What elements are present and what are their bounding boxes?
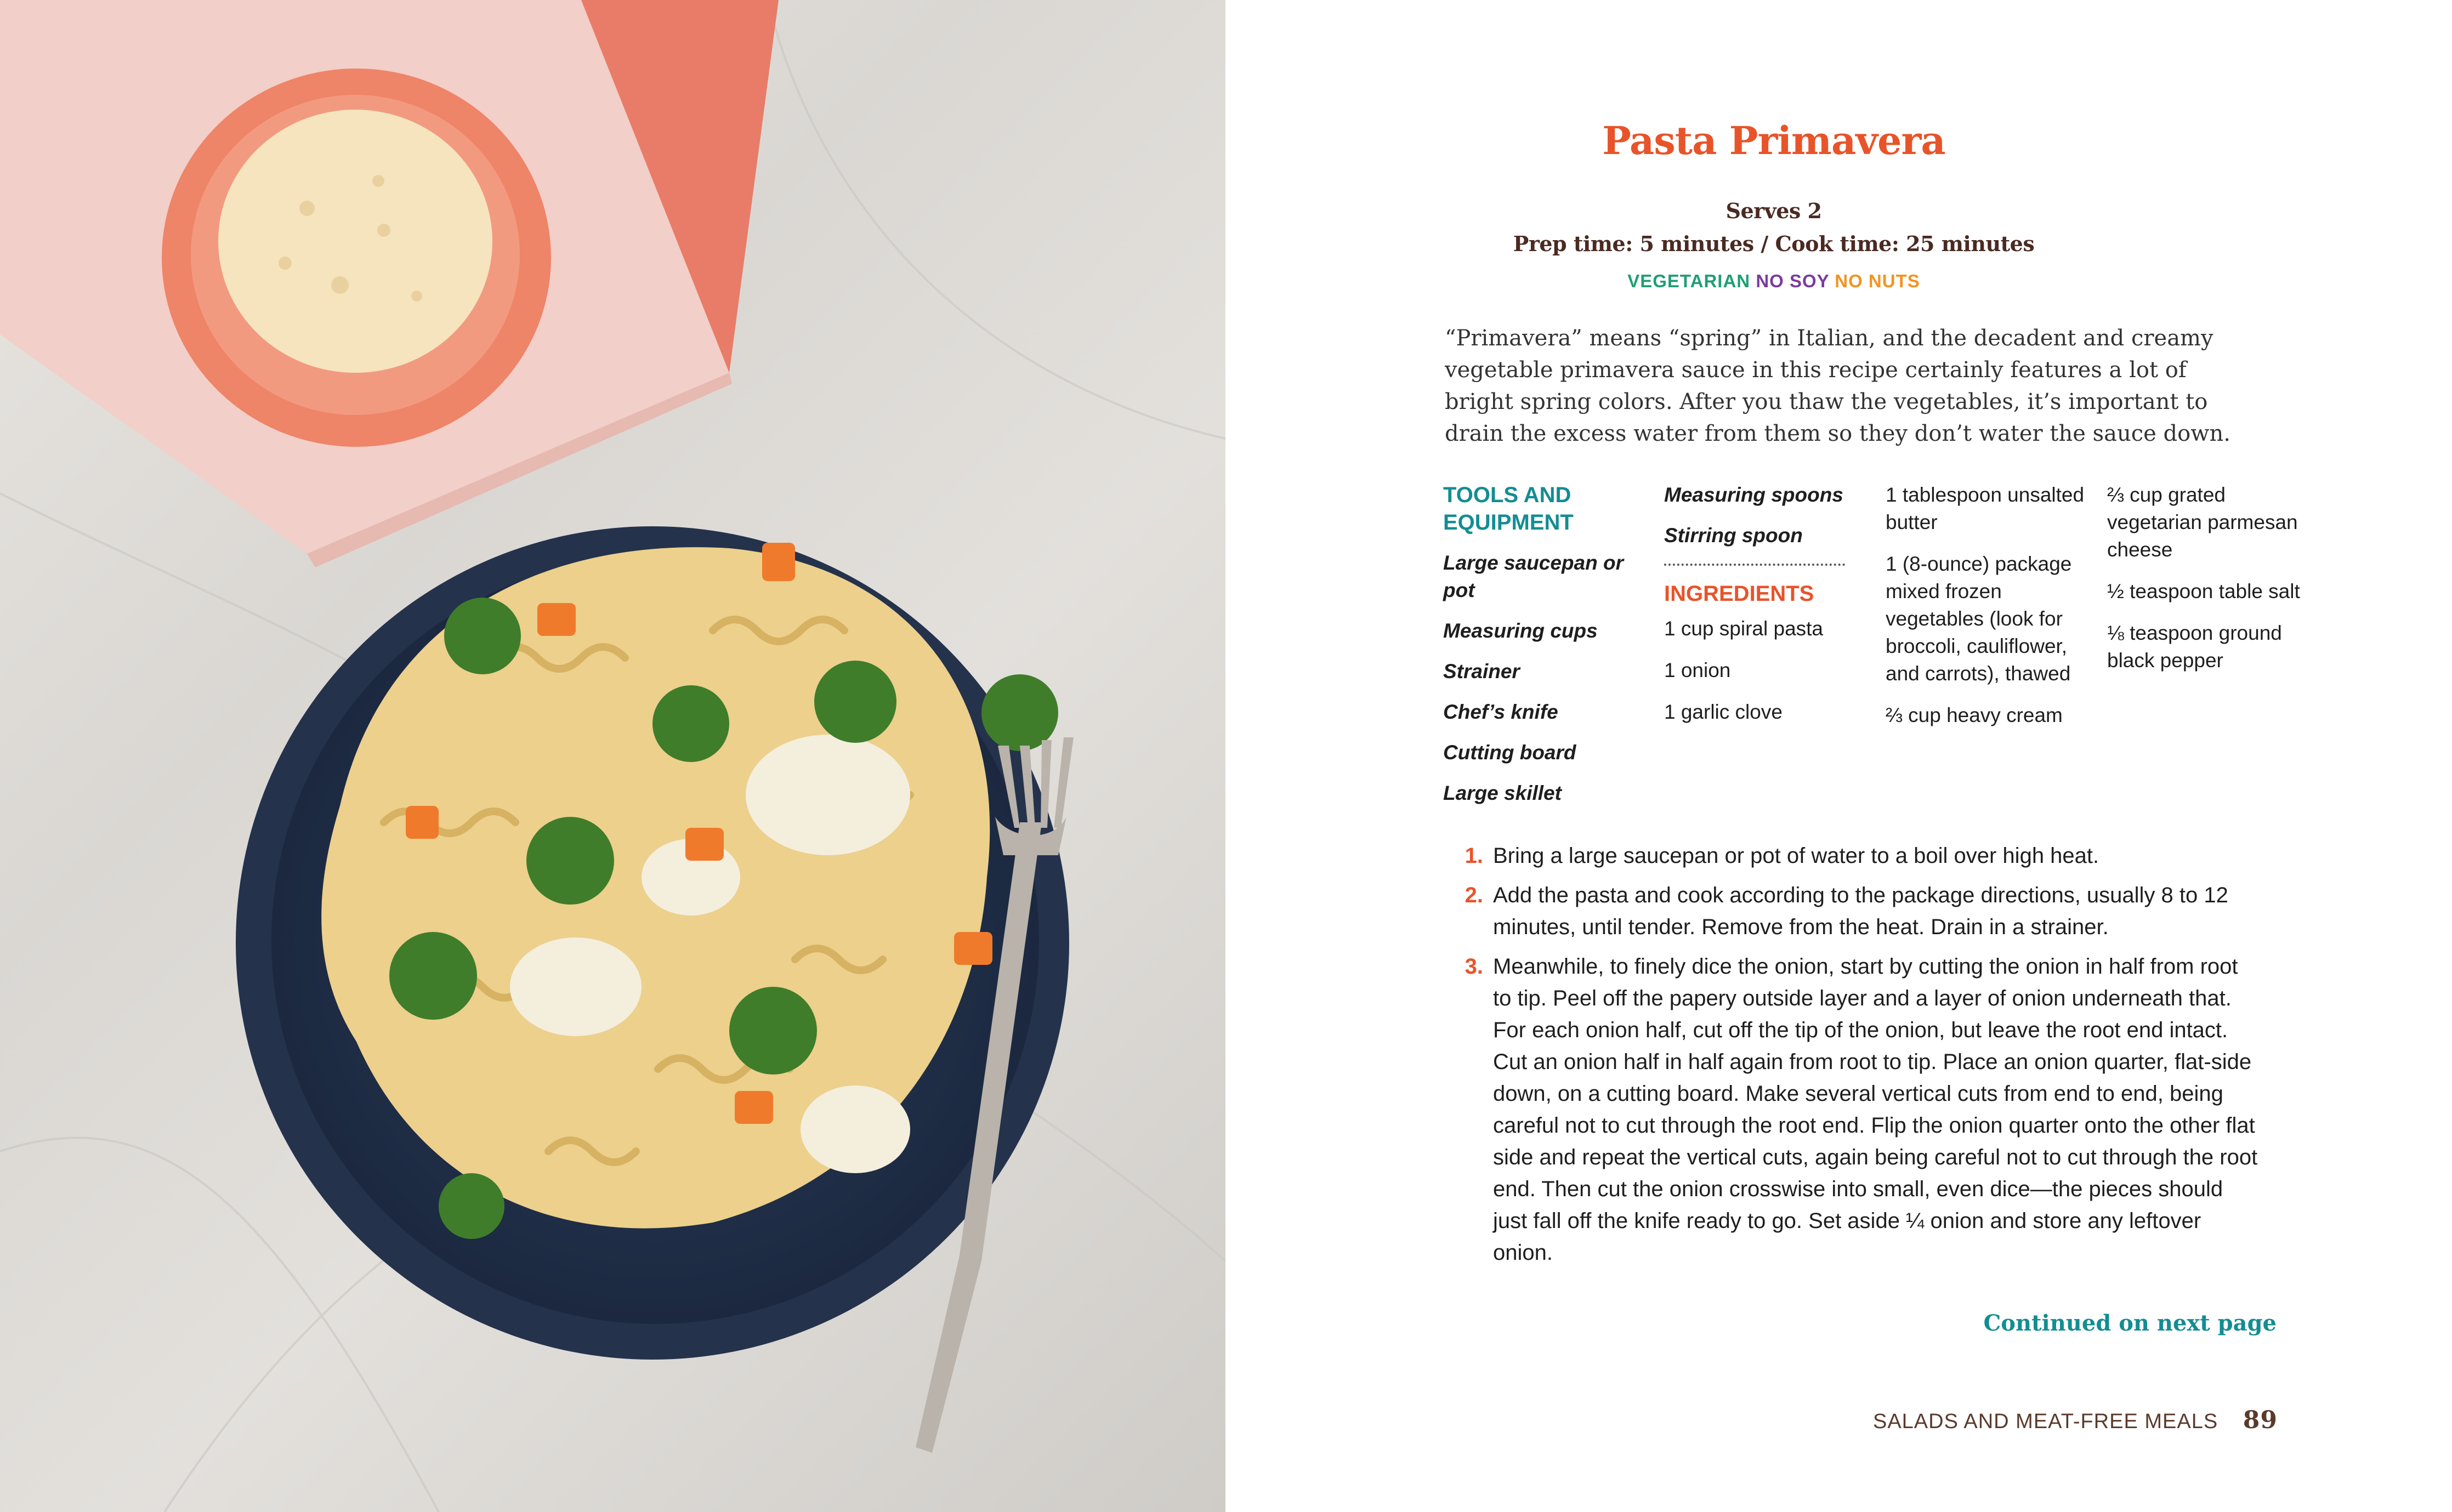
tool-item: Large saucepan or pot [1443,552,1624,601]
tools-ingredients-column [1664,481,1872,726]
step-number: 2. [1465,883,1483,907]
recipe-page [1225,0,2452,1512]
tool-item: Cutting board [1443,741,1576,764]
step-text: Add the pasta and cook according to the package directions, usually 8 to 12 minutes, until tender. Remove from the heat. Drain in a strainer. [1493,883,2228,939]
step-text: Bring a large saucepan or pot of water to a boil over high heat. [1493,844,2099,868]
ingredient-item: 1 cup spiral pasta [1664,617,1824,640]
ingredient-item: ⅔ cup heavy cream [1886,704,2063,726]
ingredient-item: 1 onion [1664,659,1731,681]
ingredient-item: 1 (8-ounce) package mixed frozen vegetables (look for broccoli, cauliflower, and carrots), thawed [1886,553,2072,685]
tool-item: Stirring spoon [1664,524,1803,547]
page-number: 89 [2243,1406,2278,1434]
continued-note: Continued on next page [1983,1310,2277,1336]
pasta-photo [0,0,1225,1512]
ingredients-heading: INGREDIENTS [1664,582,1814,606]
ingredient-item: 1 tablespoon unsalted butter [1886,484,2085,533]
ingredient-item: ½ teaspoon table salt [2107,580,2300,602]
step-text: Meanwhile, to finely dice the onion, start by cutting the onion in half from root to tip. Peel off the papery outside layer and a layer of onion underneath that. For each onion half, cut off the tip of the onion, but leave the root end intact. Cut an onion half in half again from root to tip. Place an onion quarter, flat-side down, on a cutting board. Make several vertical cuts from end to end, being careful not to cut through the root end. Flip the onion quarter onto the other flat side and repeat the vertical cuts, again being careful not to cut through the root end. Then cut the onion crosswise into small, even dice—the pieces should just fall off the knife ready to go. Set aside ¼ onion and store any leftover onion. [1493,954,2258,1265]
section-name: SALADS AND MEAT-FREE MEALS [1872,1410,2218,1433]
tool-item: Large skillet [1443,782,1562,804]
recipe-intro: “Primavera” means “spring” in Italian, and the decadent and creamy vegetable primavera sauce in this recipe certainly features a lot of bright spring colors. After you thaw the vegetables, it’s important to drain the excess water from them so they don’t water the sauce down. [1445,326,2230,446]
tool-item: Measuring spoons [1664,484,1843,506]
page-footer [1873,1406,2278,1434]
recipe-steps [1450,840,2262,1276]
step-number: 3. [1465,954,1483,979]
step-number: 1. [1465,844,1483,868]
tools-column [1443,481,1651,807]
diet-tags [1225,271,2322,292]
tool-item: Chef’s knife [1443,701,1558,723]
tag-no-nuts: NO NUTS [1835,271,1920,291]
tools-heading: TOOLS AND EQUIPMENT [1443,483,1574,535]
ingredients-column-2 [1886,481,2097,729]
serves-text: Serves 2 [1726,198,1822,223]
ingredients-column-3 [2107,481,2321,674]
prep-cook-time: Prep time: 5 minutes / Cook time: 25 minutes [1513,231,2035,256]
ingredient-item: ⅛ teaspoon ground black pepper [2107,622,2282,672]
tag-vegetarian: VEGETARIAN [1627,271,1751,291]
tag-no-soy: NO SOY [1756,271,1830,291]
tool-item: Strainer [1443,660,1520,683]
tool-item: Measuring cups [1443,619,1598,642]
step-2 [1450,879,2262,943]
recipe-title: Pasta Primavera [1602,118,1945,163]
step-3 [1450,951,2262,1269]
dotted-divider [1664,564,1845,566]
step-1 [1450,840,2262,872]
ingredient-item: 1 garlic clove [1664,701,1783,723]
ingredient-item: ⅔ cup grated vegetarian parmesan cheese [2107,484,2298,561]
